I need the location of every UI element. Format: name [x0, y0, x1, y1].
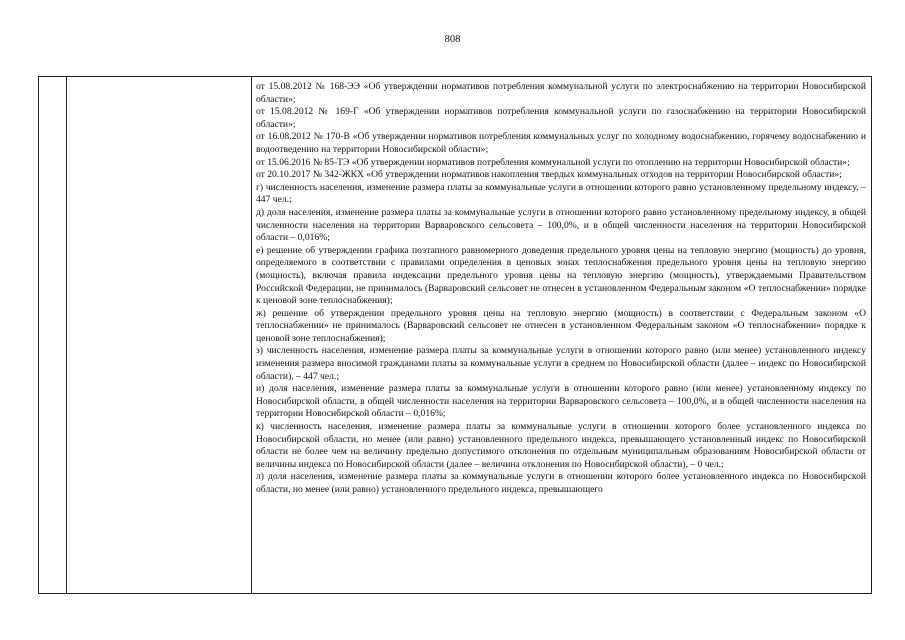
- paragraph: е) решение об утверждении графика поэтапного равномерного доведения предельного уровня цены на тепловую энергию (мощность) до уровня, определяемого в соответствии с правилами определения в ценовых зонах теплоснабжения предельного уровня цены на тепловую энергию (мощность), включая правила индексации предельного уровня цены на тепловую энергию (мощность), утверждаемыми Правительством Российской Федерации, не принималось (Варваровский сельсовет не отнесен в установленном Федеральным законом «О теплоснабжении» порядке к ценовой зоне теплоснабжения);: [256, 244, 866, 307]
- paragraph: от 15.08.2012 № 169-Г «Об утверждении нормативов потребления коммунальной услуги по газоснабжению на территории Новосибирской области»;: [256, 106, 866, 130]
- paragraph: г) численность населения, изменение размера платы за коммунальные услуги в отношении которого равно установленному предельному индексу, – 447 чел.;: [256, 181, 866, 206]
- table-column-divider: [66, 77, 67, 593]
- paragraph: от 16.08.2012 № 170-В «Об утверждении нормативов потребления коммунальных услуг по холодному водоснабжению, горячему водоснабжению и водоотведению на территории Новосибирской области»;: [256, 131, 866, 155]
- paragraph: и) доля населения, изменение размера платы за коммунальные услуги в отношении которого равно (или менее) установленному индексу по Новосибирской области, в общей численности населения на территории Варваровского сельсовета – 100,0%, и в общей численности населения на территории Новосибирской области – 0,016%;: [256, 383, 866, 420]
- paragraph: л) доля населения, изменение размера платы за коммунальные услуги в отношении которого более установленного индекса по Новосибирской области, но менее (или равно) установленного предельного индекса, превышающего: [256, 471, 866, 495]
- paragraph: к) численность населения, изменение размера платы за коммунальные услуги в отношении которого более установленного индекса по Новосибирской области, но менее (или равно) установленного предельного индекса, превышающего установленный индекс по Новосибирской области не более чем на величину предельно допустимого отклонения по отдельным муниципальным образованиям Новосибирской области от величины индекса по Новосибирской области (далее – величина отклонения по Новосибирской области), – 0 чел.;: [256, 421, 866, 470]
- paragraph: з) численность населения, изменение размера платы за коммунальные услуги в отношении которого равно (или менее) установленного индексу изменения размера вносимой гражданами платы за коммунальные услуги в среднем по Новосибирской области (далее – индекс по Новосибирской области), – 447 чел.;: [256, 345, 866, 382]
- paragraph: ж) решение об утверждении предельного уровня цены на тепловую энергию (мощность) в соответствии с Федеральным законом «О теплоснабжении» не принималось (Варваровский сельсовет не отнесен в установленном Федеральным законом «О теплоснабжении» порядке к ценовой зоне теплоснабжения);: [256, 307, 866, 344]
- paragraph: д) доля населения, изменение размера платы за коммунальные услуги в отношении которого равно установленному предельному индексу, в общей численности населения на территории Варваровского сельсовета – 100,0%, и в общей численности населения на территории Новосибирской области – 0,016%;: [256, 206, 866, 244]
- paragraph: от 15.08.2012 № 168-ЭЭ «Об утверждении нормативов потребления коммунальной услуги по электроснабжению на территории Новосибирской области»;: [256, 81, 866, 105]
- document-table: [38, 76, 872, 594]
- table-column-divider: [251, 77, 252, 593]
- paragraph: от 15.06.2016 № 85-ТЭ «Об утверждении нормативов потребления коммунальной услуги по отоплению на территории Новосибирской области»;: [256, 156, 850, 168]
- page-number: 808: [444, 34, 461, 45]
- table-text-cell: [256, 81, 866, 497]
- paragraph: от 20.10.2017 № 342-ЖКХ «Об утверждении нормативов накопления твердых коммунальных отходов на территории Новосибирской области»;: [256, 169, 842, 181]
